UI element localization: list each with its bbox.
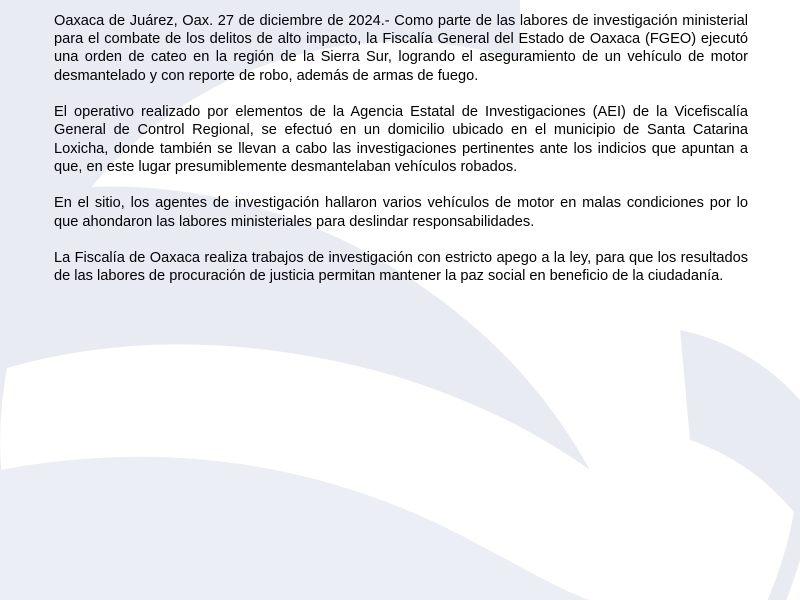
watermark-arc-right <box>680 330 800 520</box>
watermark-band-bottom <box>0 457 590 600</box>
paragraph-4: La Fiscalía de Oaxaca realiza trabajos de investigación con estricto apego a la ley, para que los resultados de las labores de procuración de justicia permitan mantener la paz social en beneficio de la ciudadanía. <box>54 250 748 285</box>
paragraph-1: Oaxaca de Juárez, Oax. 27 de diciembre de 2024.- Como parte de las labores de investigación ministerial para el combate de los delitos de alto impacto, la Fiscalía General del Estado de Oaxaca (FGEO) ejecutó una orden de cateo en la región de la Sierra Sur, logrando el aseguramiento de un vehículo de motor desmantelado y con reporte de robo, además de armas de fuego. <box>54 13 748 84</box>
document-body <box>54 12 748 304</box>
paragraph-3: En el sitio, los agentes de investigación hallaron varios vehículos de motor en malas condiciones por lo que ahondaron las labores ministeriales para deslindar responsabilidades. <box>54 195 748 230</box>
paragraph-2: El operativo realizado por elementos de la Agencia Estatal de Investigaciones (AEI) de la Vicefiscalía General de Control Regional, se efectuó en un domicilio ubicado en el municipio de Santa Catarina Loxicha, donde también se llevan a cabo las investigaciones pertinentes ante los indicios que apuntan a que, en este lugar presumiblemente desmantelaban vehículos robados. <box>54 104 748 175</box>
